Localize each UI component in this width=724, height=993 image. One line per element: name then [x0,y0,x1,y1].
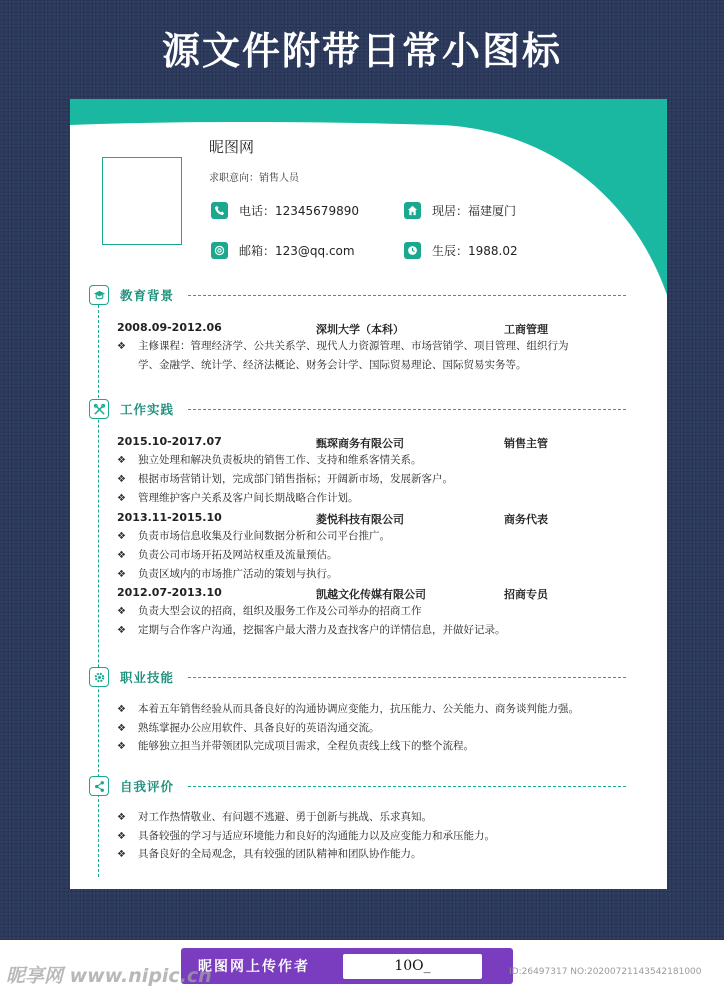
duty-text: 管理维护客户关系及客户间长期战略合作计划。 [138,492,359,504]
courses-item [117,337,637,375]
job-role: 招商专员 [504,588,548,601]
email-text: 邮箱：123@qq.com [239,244,355,258]
duty-text: 独立处理和解决负责板块的销售工作、支持和维系客情关系。 [138,454,422,466]
birthday-text: 生辰：1988.02 [432,244,518,258]
work-header [89,399,174,419]
diamond-bullet-icon: ❖ [117,812,126,823]
uploader-label: 昵图网上传作者 [198,959,310,975]
courses-line-1: 主修课程：管理经济学、公共关系学、现代人力资源管理、市场营销学、项目管理、组织行为 [138,340,569,352]
banner-title: 源文件附带日常小图标 [161,29,562,73]
watermark-logo: 昵享网 www.nipic.cn [6,965,212,987]
education-header [89,285,174,305]
self-title: 自我评价 [120,779,175,794]
diamond-bullet-icon: ❖ [117,569,126,580]
location-text: 现居：福建厦门 [432,204,517,218]
job-role: 商务代表 [504,513,548,526]
gear-icon [89,667,109,687]
self-item [117,808,637,827]
skill-item [117,700,637,719]
diamond-bullet-icon: ❖ [117,704,126,715]
education-period: 2008.09-2012.06 [117,321,222,334]
job-period: 2015.10-2017.07 [117,435,222,448]
duty-item [117,546,637,565]
job-period: 2013.11-2015.10 [117,511,222,524]
graduation-icon [89,285,109,305]
duty-item [117,470,637,489]
clock-icon [404,242,421,259]
job-role: 销售主管 [504,437,548,450]
diamond-bullet-icon: ❖ [117,831,126,842]
job-intent: 求职意向：销售人员 [209,173,299,184]
duty-item [117,602,637,621]
watermark-id: ID:26497317 NO:20200721143542181000 [509,967,702,977]
duty-text: 负责市场信息收集及行业间数据分析和公司平台推广。 [138,530,390,542]
location-info [404,202,516,219]
duty-text: 负责公司市场开拓及网站权重及流量预估。 [138,549,338,561]
duty-item [117,451,637,470]
phone-text: 电话：12345679890 [239,204,359,218]
home-icon [404,202,421,219]
diamond-bullet-icon: ❖ [117,550,126,561]
skills-header [89,667,174,687]
job-company: 凯越文化传媒有限公司 [316,588,426,601]
diamond-bullet-icon: ❖ [117,741,126,752]
skill-item [117,737,637,756]
job-period: 2012.07-2013.10 [117,586,222,599]
duty-item [117,565,637,584]
diamond-bullet-icon: ❖ [117,474,126,485]
diamond-bullet-icon: ❖ [117,606,126,617]
diamond-bullet-icon: ❖ [117,341,126,352]
work-title: 工作实践 [120,402,175,417]
self-item [117,827,637,846]
tools-icon [89,399,109,419]
self-item [117,845,637,864]
education-title: 教育背景 [120,288,175,303]
diamond-bullet-icon: ❖ [117,531,126,542]
section-divider [188,786,626,787]
diamond-bullet-icon: ❖ [117,455,126,466]
duty-text: 定期与合作客户沟通，挖掘客户最大潜力及查找客户的详情信息，并做好记录。 [138,624,506,636]
job-company: 菱悦科技有限公司 [316,513,404,526]
at-icon [211,242,228,259]
duty-item [117,621,637,640]
phone-info [211,202,359,219]
skill-text: 能够独立担当并带领团队完成项目需求，全程负责线上线下的整个流程。 [138,740,474,752]
share-icon [89,776,109,796]
courses-line-2: 学、金融学、统计学、经济法概论、财务会计学、国际贸易理论、国际贸易实务等。 [138,359,527,371]
duty-item [117,527,637,546]
skill-text: 本着五年销售经验从而具备良好的沟通协调应变能力，抗压能力、公关能力、商务谈判能力强。 [138,703,579,715]
diamond-bullet-icon: ❖ [117,723,126,734]
self-text: 对工作热情敬业、有问题不逃避、勇于创新与挑战、乐求真知。 [138,811,432,823]
skills-title: 职业技能 [120,670,175,685]
section-divider [188,295,626,296]
duty-text: 负责大型会议的招商，组织及服务工作及公司举办的招商工作 [138,605,422,617]
phone-icon [211,202,228,219]
section-divider [188,677,626,678]
duty-text: 根据市场营销计划，完成部门销售指标；开阔新市场，发展新客户。 [138,473,453,485]
diamond-bullet-icon: ❖ [117,849,126,860]
education-school: 深圳大学（本科） [316,323,404,336]
self-text: 具备良好的全局观念，具有较强的团队精神和团队协作能力。 [138,848,422,860]
birthday-info [404,242,518,259]
duty-text: 负责区域内的市场推广活动的策划与执行。 [138,568,338,580]
email-info [211,242,355,259]
self-header [89,776,174,796]
photo-placeholder[interactable] [102,157,182,245]
duty-item [117,489,637,508]
education-major: 工商管理 [504,323,548,336]
candidate-name: 昵图网 [209,138,255,156]
skill-text: 熟练掌握办公应用软件、具备良好的英语沟通交流。 [138,722,380,734]
job-company: 甄琛商务有限公司 [316,437,404,450]
diamond-bullet-icon: ❖ [117,493,126,504]
skill-item [117,719,637,738]
section-divider [188,409,626,410]
self-text: 具备较强的学习与适应环境能力和良好的沟通能力以及应变能力和承压能力。 [138,830,495,842]
resume-paper [70,99,667,889]
uploader-name[interactable]: 10O_ [343,954,482,979]
diamond-bullet-icon: ❖ [117,625,126,636]
